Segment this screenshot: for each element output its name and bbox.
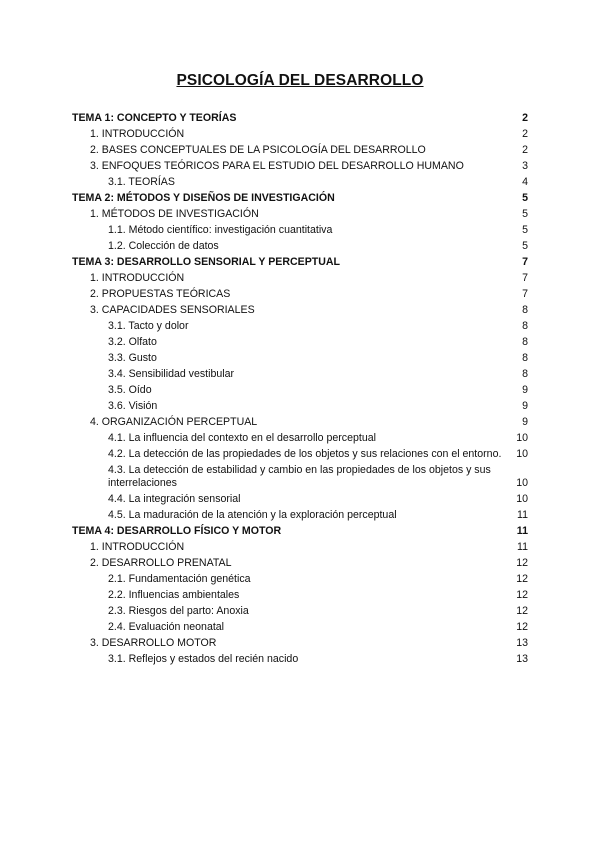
- toc-entry-page-number: 5: [522, 207, 528, 220]
- toc-entry-title: 3.2. Olfato: [108, 335, 157, 348]
- toc-subsection-entry[interactable]: [72, 382, 528, 398]
- toc-entry-page-number: 13: [516, 652, 528, 665]
- toc-subsection-entry[interactable]: [72, 507, 528, 523]
- toc-entry-page-number: 5: [522, 223, 528, 236]
- toc-subsection-entry[interactable]: [72, 366, 528, 382]
- toc-entry-page-number: 10: [516, 447, 528, 460]
- toc-entry-title: 3. DESARROLLO MOTOR: [90, 636, 217, 649]
- toc-entry-page-number: 8: [522, 351, 528, 364]
- toc-subsection-entry[interactable]: [72, 318, 528, 334]
- toc-chapter-entry[interactable]: [72, 190, 528, 206]
- toc-entry-title: 3.6. Visión: [108, 399, 158, 412]
- toc-chapter-entry[interactable]: [72, 110, 528, 126]
- toc-entry-page-number: 13: [516, 636, 528, 649]
- toc-entry-page-number: 12: [516, 572, 528, 585]
- toc-subsection-entry[interactable]: [72, 651, 528, 667]
- toc-entry-page-number: 8: [522, 367, 528, 380]
- toc-entry-title: 2. DESARROLLO PRENATAL: [90, 556, 232, 569]
- toc-subsection-entry[interactable]: [72, 571, 528, 587]
- toc-entry-page-number: 4: [522, 175, 528, 188]
- toc-entry-title: 2.2. Influencias ambientales: [108, 588, 240, 601]
- toc-entry-page-number: 8: [522, 319, 528, 332]
- document-title: PSICOLOGÍA DEL DESARROLLO: [176, 72, 424, 89]
- toc-section-entry[interactable]: [72, 302, 528, 318]
- toc-entry-title: 2.4. Evaluación neonatal: [108, 620, 225, 633]
- toc-entry-title: 1. INTRODUCCIÓN: [90, 540, 185, 553]
- toc-entry-page-number: 2: [522, 111, 528, 124]
- toc-entry-title: 3.1. TEORÍAS: [108, 175, 175, 188]
- toc-entry-page-number: 5: [522, 191, 528, 204]
- toc-entry-page-number: 3: [522, 159, 528, 172]
- toc-entry-page-number: 11: [516, 524, 528, 537]
- toc-entry-title: 3.1. Reflejos y estados del recién nacido: [108, 652, 299, 665]
- toc-entry-page-number: 2: [522, 143, 528, 156]
- toc-subsection-entry[interactable]: [72, 462, 528, 491]
- toc-entry-title: 3. ENFOQUES TEÓRICOS PARA EL ESTUDIO DEL DESARROLLO HUMANO: [90, 159, 464, 172]
- toc-entry-title: 2. PROPUESTAS TEÓRICAS: [90, 287, 231, 300]
- toc-entry-title: 1.1. Método científico: investigación cuantitativa: [108, 223, 333, 236]
- toc-entry-page-number: 2: [522, 127, 528, 140]
- toc-entry-page-number: 7: [522, 255, 528, 268]
- toc-entry-title: 3.5. Oído: [108, 383, 152, 396]
- toc-subsection-entry[interactable]: [72, 587, 528, 603]
- toc-entry-page-number: 8: [522, 335, 528, 348]
- toc-entry-title: TEMA 1: CONCEPTO Y TEORÍAS: [72, 111, 237, 124]
- toc-entry-title: 1. MÉTODOS DE INVESTIGACIÓN: [90, 207, 259, 220]
- toc-entry-page-number: 10: [516, 492, 528, 505]
- toc-entry-title: 4.4. La integración sensorial: [108, 492, 241, 505]
- toc-subsection-entry[interactable]: [72, 398, 528, 414]
- toc-entry-title: TEMA 2: MÉTODOS Y DISEÑOS DE INVESTIGACIÓN: [72, 191, 335, 204]
- toc-section-entry[interactable]: [72, 414, 528, 430]
- toc-entry-page-number: 7: [522, 271, 528, 284]
- toc-entry-title: 4.5. La maduración de la atención y la exploración perceptual: [108, 508, 397, 521]
- toc-entry-page-number: 12: [516, 556, 528, 569]
- toc-subsection-entry[interactable]: [72, 446, 528, 462]
- toc-subsection-entry[interactable]: [72, 430, 528, 446]
- toc-section-entry[interactable]: [72, 158, 528, 174]
- toc-subsection-entry[interactable]: [72, 619, 528, 635]
- toc-entry-title: 4.1. La influencia del contexto en el desarrollo perceptual: [108, 431, 376, 444]
- toc-entry-page-number: 11: [517, 508, 528, 521]
- toc-chapter-entry[interactable]: [72, 254, 528, 270]
- toc-subsection-entry[interactable]: [72, 491, 528, 507]
- toc-entry-page-number: 11: [517, 540, 528, 553]
- toc-entry-page-number: 9: [522, 415, 528, 428]
- toc-section-entry[interactable]: [72, 126, 528, 142]
- toc-entry-page-number: 10: [516, 476, 528, 489]
- toc-entry-title: 3.3. Gusto: [108, 351, 157, 364]
- toc-subsection-entry[interactable]: [72, 350, 528, 366]
- toc-section-entry[interactable]: [72, 635, 528, 651]
- toc-subsection-entry[interactable]: [72, 222, 528, 238]
- toc-section-entry[interactable]: [72, 270, 528, 286]
- toc-entry-page-number: 7: [522, 287, 528, 300]
- toc-entry-page-number: 5: [522, 239, 528, 252]
- toc-subsection-entry[interactable]: [72, 334, 528, 350]
- toc-section-entry[interactable]: [72, 142, 528, 158]
- toc-entry-page-number: 9: [522, 383, 528, 396]
- toc-subsection-entry[interactable]: [72, 174, 528, 190]
- toc-section-entry[interactable]: [72, 286, 528, 302]
- toc-entry-title: 3. CAPACIDADES SENSORIALES: [90, 303, 255, 316]
- toc-entry-title: 2. BASES CONCEPTUALES DE LA PSICOLOGÍA DEL DESARROLLO: [90, 143, 426, 156]
- toc-entry-title: 4.2. La detección de las propiedades de los objetos y sus relaciones con el entorno.: [108, 447, 502, 460]
- toc-entry-title: 4. ORGANIZACIÓN PERCEPTUAL: [90, 415, 258, 428]
- toc-section-entry[interactable]: [72, 206, 528, 222]
- toc-entry-page-number: 8: [522, 303, 528, 316]
- toc-entry-title: 1. INTRODUCCIÓN: [90, 127, 185, 140]
- toc-entry-title: 1. INTRODUCCIÓN: [90, 271, 185, 284]
- toc-entry-page-number: 12: [516, 588, 528, 601]
- toc-entry-title: TEMA 3: DESARROLLO SENSORIAL Y PERCEPTUAL: [72, 255, 341, 268]
- toc-entry-title: 4.3. La detección de estabilidad y cambio en las propiedades de los objetos y sus interrelaciones: [108, 463, 491, 489]
- toc-subsection-entry[interactable]: [72, 603, 528, 619]
- toc-subsection-entry[interactable]: [72, 238, 528, 254]
- toc-entry-title: 2.3. Riesgos del parto: Anoxia: [108, 604, 249, 617]
- toc-entry-title: 3.1. Tacto y dolor: [108, 319, 189, 332]
- toc-entry-title: 2.1. Fundamentación genética: [108, 572, 251, 585]
- toc-entry-page-number: 12: [516, 604, 528, 617]
- toc-entry-page-number: 12: [516, 620, 528, 633]
- toc-entry-page-number: 9: [522, 399, 528, 412]
- toc-section-entry[interactable]: [72, 539, 528, 555]
- toc-entry-title: 3.4. Sensibilidad vestibular: [108, 367, 235, 380]
- toc-entry-page-number: 10: [516, 431, 528, 444]
- toc-entry-title: 1.2. Colección de datos: [108, 239, 219, 252]
- toc-chapter-entry[interactable]: [72, 523, 528, 539]
- toc-section-entry[interactable]: [72, 555, 528, 571]
- table-of-contents: [72, 110, 528, 667]
- toc-entry-title: TEMA 4: DESARROLLO FÍSICO Y MOTOR: [72, 524, 282, 537]
